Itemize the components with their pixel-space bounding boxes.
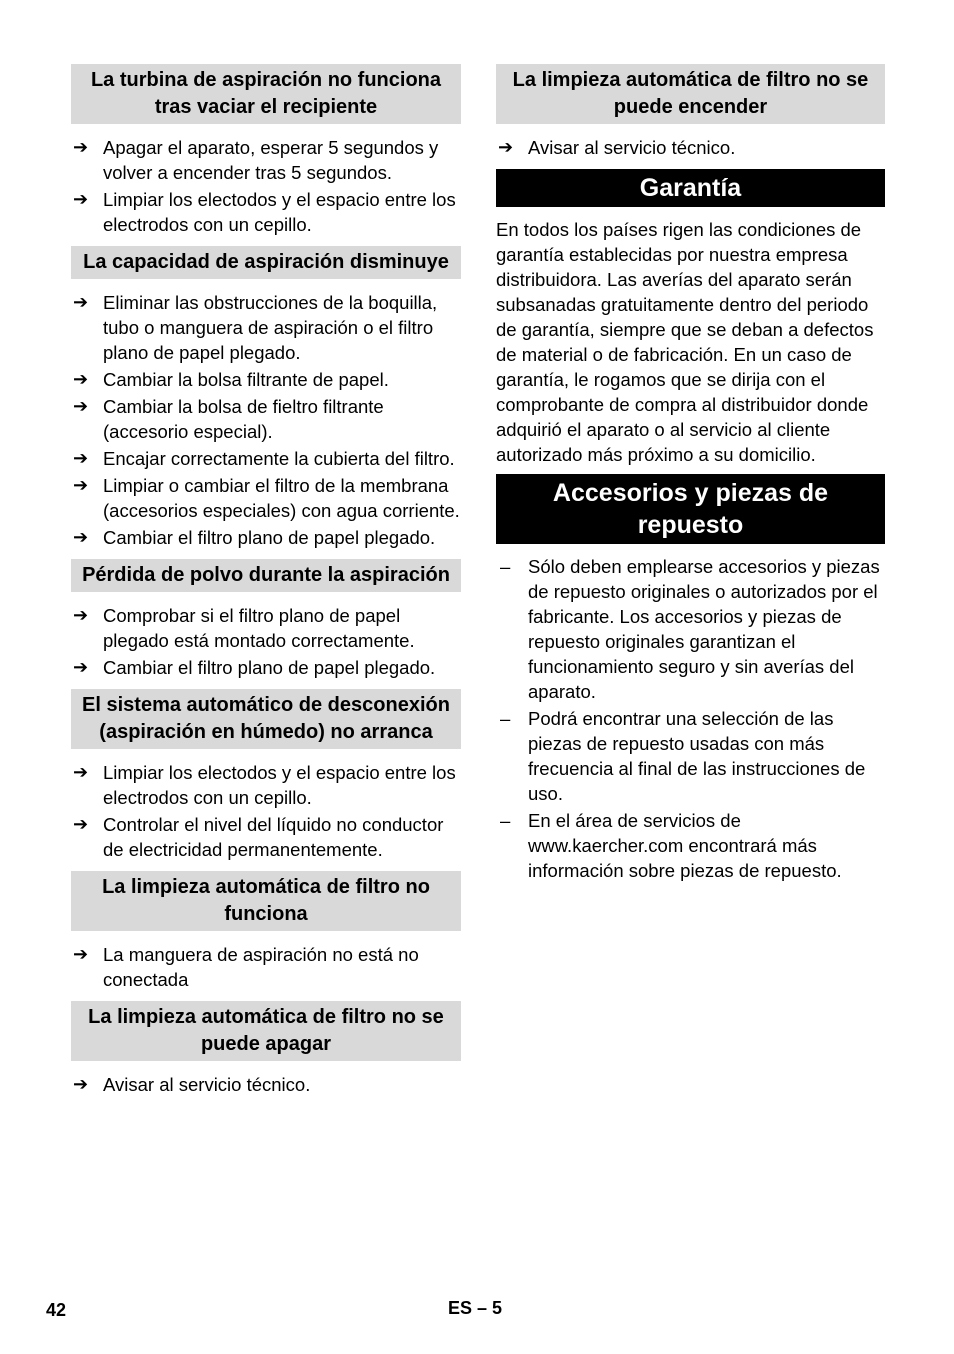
list-item: ➔ La manguera de aspiración no está no conectada: [73, 944, 419, 990]
list-item: ➔ Encajar correctamente la cubierta del filtro.: [73, 448, 455, 469]
spare-parts-list: [496, 554, 885, 883]
list-item: ➔ Cambiar la bolsa de fieltro filtrante (accesorio especial).: [73, 396, 384, 442]
list-item: ➔ Cambiar la bolsa filtrante de papel.: [73, 369, 389, 390]
section-heading-filter-not-working: La limpieza automática de filtro no funciona: [71, 871, 461, 931]
section-heading-auto-shutoff: El sistema automático de desconexión (aspiración en húmedo) no arranca: [71, 689, 461, 749]
arrow-icon: ➔: [73, 475, 89, 495]
list-item: ➔ Limpiar o cambiar el filtro de la membrana (accesorios especiales) con agua corriente.: [73, 475, 460, 521]
dash-icon: –: [500, 556, 511, 577]
list-item: – Podrá encontrar una selección de las piezas de repuesto usadas con más frecuencia al final de las instrucciones de uso.: [500, 708, 866, 804]
auto-shutoff-steps: [71, 760, 461, 862]
section-heading-suction-capacity: La capacidad de aspiración disminuye: [71, 246, 461, 279]
arrow-icon: ➔: [73, 137, 89, 157]
arrow-icon: ➔: [73, 605, 89, 625]
list-item: ➔ Eliminar las obstrucciones de la boquilla, tubo o manguera de aspiración o el filtro plano de papel plegado.: [73, 292, 438, 363]
list-item: – Sólo deben emplearse accesorios y piezas de repuesto originales o autorizados por el fabricante. Los accesorios y piezas de repuesto originales garantizan el funcionamiento seguro y sin averías del aparato.: [500, 556, 880, 702]
list-item: ➔ Limpiar los electodos y el espacio entre los electrodos con un cepillo.: [73, 762, 456, 808]
arrow-icon: ➔: [73, 657, 89, 677]
dash-icon: –: [500, 810, 511, 831]
filter-cannot-on-steps: [496, 135, 885, 160]
section-heading-turbine: La turbina de aspiración no funciona tras vaciar el recipiente: [71, 64, 461, 124]
list-item: – En el área de servicios de www.kaercher.com encontrará más información sobre piezas de repuesto.: [500, 810, 842, 881]
list-item: ➔ Avisar al servicio técnico.: [73, 1074, 311, 1095]
arrow-icon: ➔: [73, 448, 89, 468]
section-heading-dust-loss: Pérdida de polvo durante la aspiración: [71, 559, 461, 592]
arrow-icon: ➔: [73, 396, 89, 416]
dust-loss-steps: [71, 603, 461, 680]
list-item: ➔ Cambiar el filtro plano de papel plegado.: [73, 527, 436, 548]
left-column: [71, 64, 461, 1106]
arrow-icon: ➔: [73, 944, 89, 964]
list-item: ➔ Controlar el nivel del líquido no conductor de electricidad permanentemente.: [73, 814, 444, 860]
list-item: ➔ Avisar al servicio técnico.: [498, 137, 736, 158]
arrow-icon: ➔: [73, 762, 89, 782]
list-item: ➔ Limpiar los electodos y el espacio entre los electrodos con un cepillo.: [73, 189, 456, 235]
spare-parts-heading: Accesorios y piezas de repuesto: [496, 474, 885, 544]
arrow-icon: ➔: [73, 292, 89, 312]
warranty-text: En todos los países rigen las condiciones de garantía establecidas por nuestra empresa distribuidora. Las averías del aparato serán subsanadas gratuitamente dentro del periodo de garantía, siempre que se deban a defectos de material o de fabricación. En un caso de garantía, le rogamos que se dirija con el comprobante de compra al distribuidor donde adquirió el aparato o al servicio al cliente autorizado más próximo a su domicilio.: [496, 219, 874, 465]
right-column: [496, 64, 885, 892]
arrow-icon: ➔: [73, 369, 89, 389]
section-heading-filter-cannot-off: La limpieza automática de filtro no se puede apagar: [71, 1001, 461, 1061]
arrow-icon: ➔: [73, 1074, 89, 1094]
list-item: ➔ Cambiar el filtro plano de papel plegado.: [73, 657, 436, 678]
turbine-steps: [71, 135, 461, 237]
arrow-icon: ➔: [498, 137, 514, 157]
dash-icon: –: [500, 708, 511, 729]
arrow-icon: ➔: [73, 527, 89, 547]
warranty-heading: Garantía: [496, 169, 885, 207]
list-item: ➔ Apagar el aparato, esperar 5 segundos y volver a encender tras 5 segundos.: [73, 137, 439, 183]
arrow-icon: ➔: [73, 189, 89, 209]
suction-capacity-steps: [71, 290, 461, 550]
section-page-label: ES – 5: [448, 1298, 503, 1318]
filter-cannot-off-steps: [71, 1072, 461, 1097]
arrow-icon: ➔: [73, 814, 89, 834]
page-number: 42: [46, 1300, 67, 1320]
filter-not-working-steps: [71, 942, 461, 992]
list-item: ➔ Comprobar si el filtro plano de papel plegado está montado correctamente.: [73, 605, 415, 651]
section-heading-filter-cannot-on: La limpieza automática de filtro no se puede encender: [496, 64, 885, 124]
